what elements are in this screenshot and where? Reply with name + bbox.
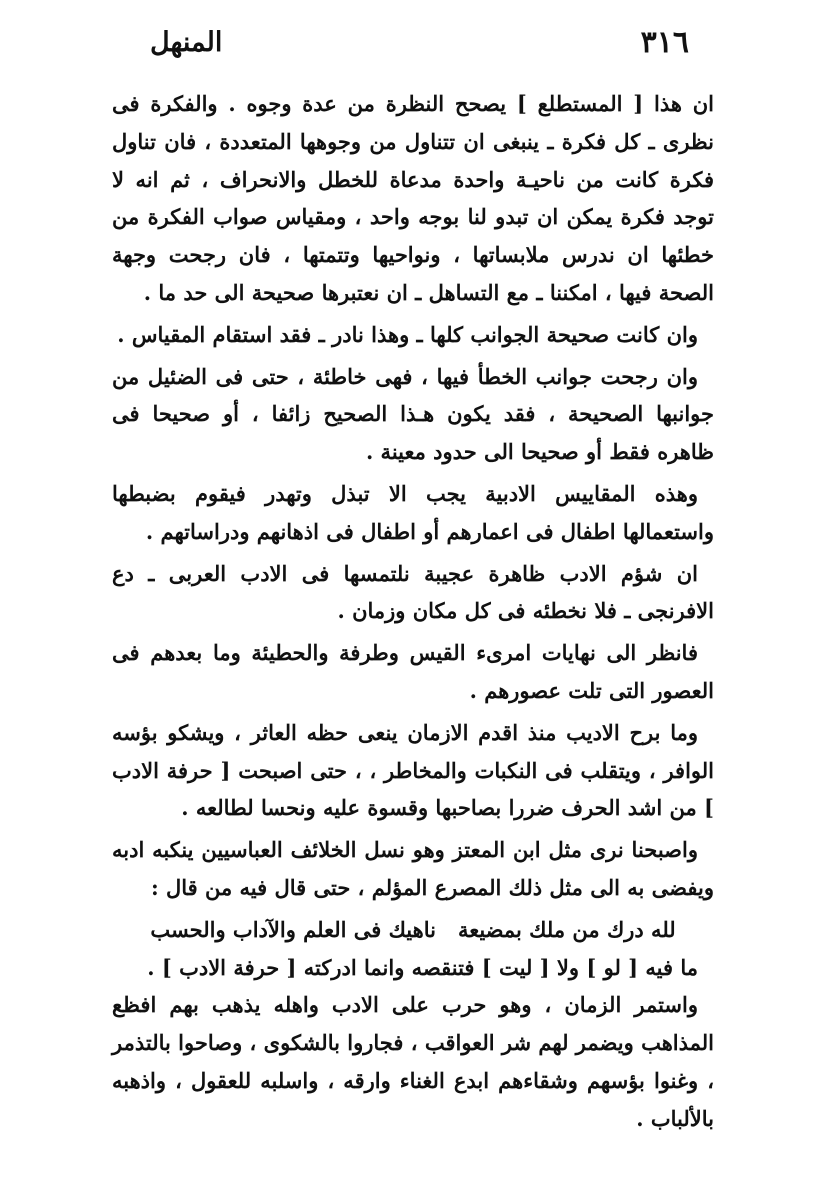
verse-hemistich-second: ناهيك فى العلم والآداب والحسب xyxy=(150,916,436,942)
body-text xyxy=(112,85,714,1142)
paragraph: وما برح الاديب منذ اقدم الازمان ينعى حظه العاثر ، ويشكو بؤسه الوافر ، ويتقلب فى النكبات والمخاطر ، ، حتى اصبحت [ حرفة الادب ] من اشد الحرف ضررا بصاحبها وقسوة عليه ونحسا لطالعه . xyxy=(112,719,714,821)
paragraph: واستمر الزمان ، وهو حرب على الادب واهله يذهب بهم افظع المذاهب ويضمر لهم شر العواقب ، فجاروا بالشكوى ، وصاحوا بالتذمر ، وغنوا بؤسهم وشقاءهم ابدع الغناء وارقه ، واسلبه للعقول ، واذهبه بالألباب . xyxy=(112,992,714,1131)
paragraph: وان رجحت جوانب الخطأ فيها ، فهى خاطئة ، حتى فى الضئيل من جوانبها الصحيحة ، فقد يكون هـذا الصحيح زائفا ، أو صحيحا فى ظاهره فقط أو صحيحا الى حدود معينة . xyxy=(112,363,714,465)
paragraph: واصبحنا نرى مثل ابن المعتز وهو نسل الخلائف العباسيين ينكبه ادبه ويفضى به الى مثل ذلك المصرع المؤلم ، حتى قال فيه من قال : xyxy=(112,837,714,900)
paragraph: فانظر الى نهايات امرىء القيس وطرفة والحطيئة وما بعدهم فى العصور التى تلت عصورهم . xyxy=(112,640,714,703)
page-number: ٣١٦ xyxy=(640,24,689,60)
running-head xyxy=(150,22,689,62)
verse-line xyxy=(112,911,714,949)
verse-block xyxy=(112,911,714,987)
paragraph: ان شؤم الادب ظاهرة عجيبة نلتمسها فى الادب العربى ـ دع الافرنجى ـ فلا نخطئه فى كل مكان وزمان . xyxy=(112,560,714,624)
paragraph: وان كانت صحيحة الجوانب كلها ـ وهذا نادر ـ فقد استقام المقياس . xyxy=(117,321,698,347)
running-title: المنهل xyxy=(150,26,223,58)
verse-hemistich-first: لله درك من ملك بمضيعة xyxy=(457,916,676,942)
paragraph: وهذه المقاييس الادبية يجب الا تبذل وتهدر فيقوم بضبطها واستعمالها اطفال فى اعمارهم أو اطفال فى اذهانهم ودراساتهم . xyxy=(112,480,714,544)
verse-continuation: ما فيه [ لو ] ولا [ ليت ] فتنقصه وانما ادركته [ حرفة الادب ] . xyxy=(147,954,698,980)
paragraph: ان هذا [ المستطلع ] يصحح النظرة من عدة وجوه . والفكرة فى نظرى ـ كل فكرة ـ ينبغى ان تتناول من وجوهها المتعددة ، فان تناول فكرة كانت من ناحيـة واحدة مدعاة للخطل والانحراف ، ثم انه لا توجد فكرة يمكن ان تبدو لنا بوجه واحد ، ومقياس صواب الفكرة من خطئها ان ندرس ملابساتها ، ونواحيها وتتمتها ، فان رجحت وجهة الصحة فيها ، امكننا ـ مع التساهل ـ ان نعتبرها صحيحة الى حد ما . xyxy=(112,91,714,305)
